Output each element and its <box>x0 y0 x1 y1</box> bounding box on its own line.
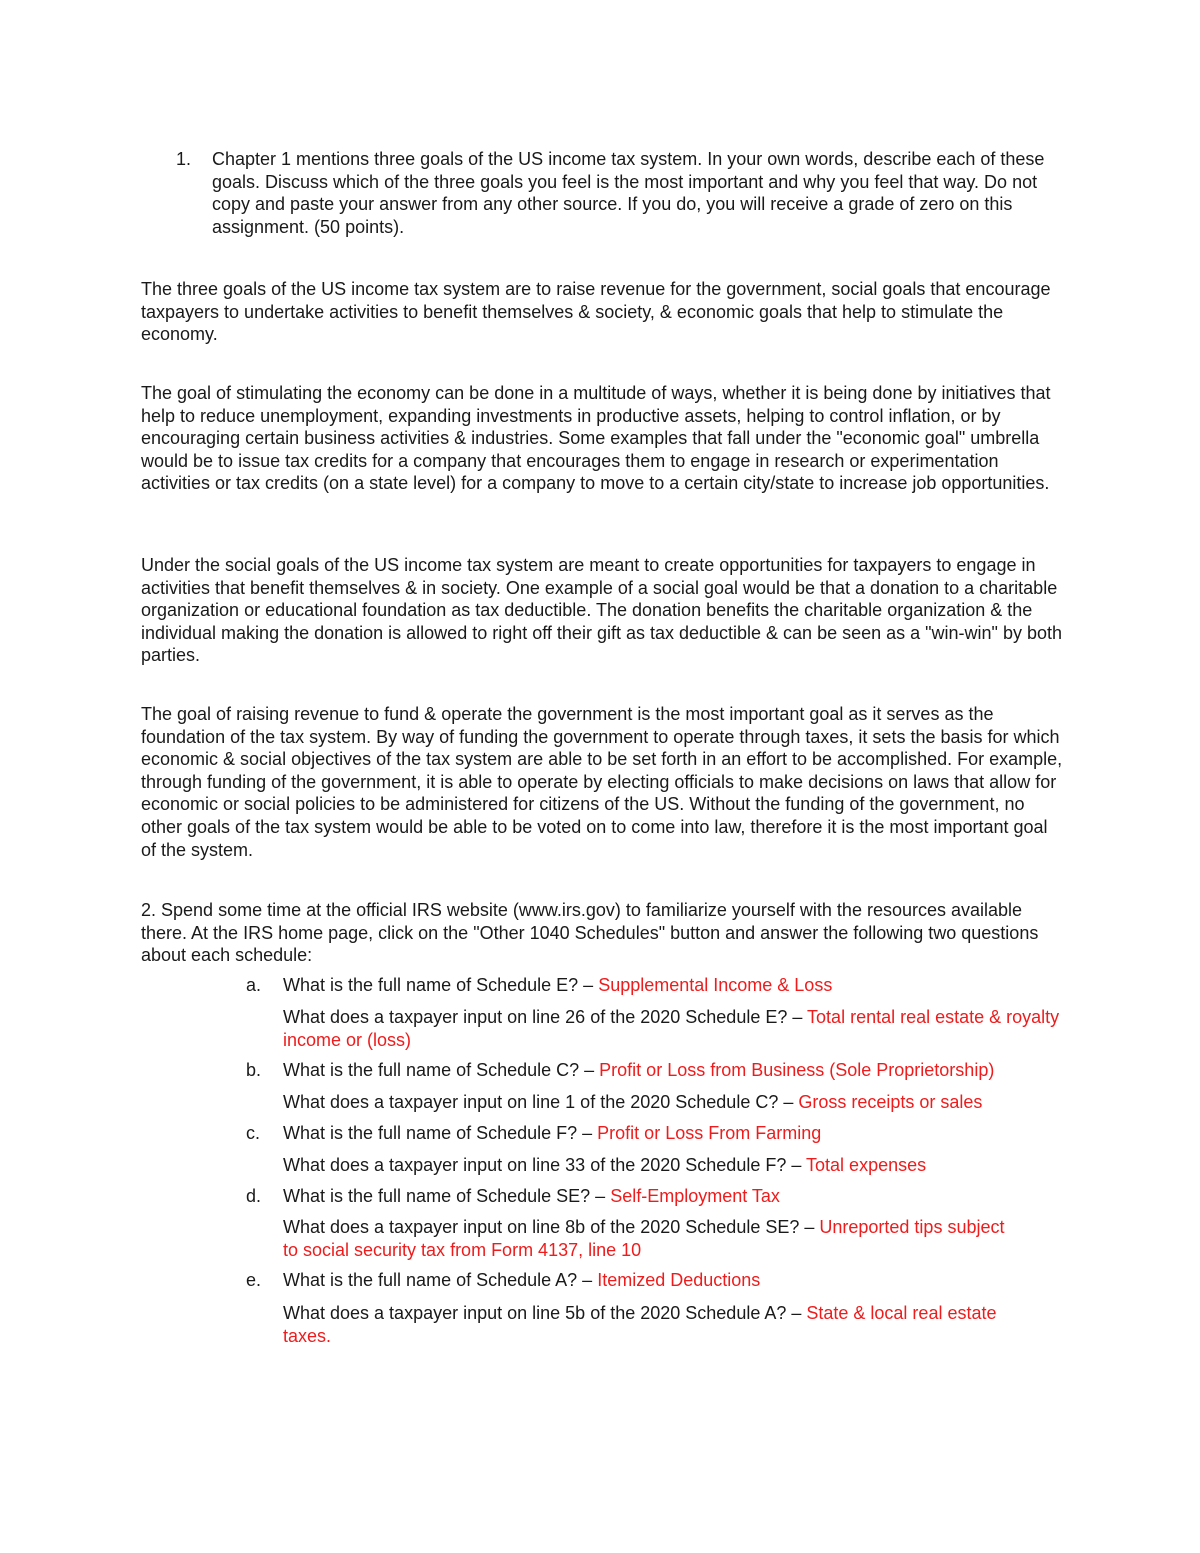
line-input-question: What does a taxpayer input on line 33 of the 2020 Schedule F? – Total expenses <box>283 1155 927 1175</box>
full-name-answer: Supplemental Income & Loss <box>598 975 833 995</box>
line-input-answer: State & local real estate taxes. <box>283 1303 997 1346</box>
answer-paragraph-revenue: The goal of raising revenue to fund & operate the government is the most important goal as it serves as the foundation of the tax system. By way of funding the government to operate through taxes, it sets the basis for which economic & social objectives of the tax system are able to be set forth in an effort to be accomplished. For example, through funding of the government, it is able to operate by electing officials to make decisions on laws that allow for economic or social policies to be administered for citizens of the US. Without the funding of the government, no other goals of the tax system would be able to be voted on to come into law, therefore it is the most important goal of the system. <box>141 704 1063 860</box>
question-2-text: 2. Spend some time at the official IRS website (www.irs.gov) to familiarize yourself with the resources available there. At the IRS home page, click on the "Other 1040 Schedules" button and answer the following two questions about each schedule: <box>141 900 1039 966</box>
full-name-answer: Self-Employment Tax <box>610 1186 780 1206</box>
item-letter: c. <box>246 1123 261 1143</box>
line-input-question: What does a taxpayer input on line 1 of the 2020 Schedule C? – Gross receipts or sales <box>283 1092 983 1112</box>
full-name-question: What is the full name of Schedule A? – Itemized Deductions <box>283 1270 761 1290</box>
line-input-answer: Unreported tips subject to social security tax from Form 4137, line 10 <box>283 1217 1005 1260</box>
line-input-answer: Total expenses <box>806 1155 927 1175</box>
answer-paragraph-goals: The three goals of the US income tax system are to raise revenue for the government, social goals that encourage taxpayers to undertake activities to benefit themselves & society, & economic goals that help to stimulate the economy. <box>141 279 1051 345</box>
item-letter: e. <box>246 1270 262 1290</box>
question-1-text: Chapter 1 mentions three goals of the US income tax system. In your own words, describe each of these goals. Discuss which of the three goals you feel is the most important and why you feel that way. Do not copy and paste your answer from any other source. If you do, you will receive a grade of zero on this assignment. (50 points). <box>212 149 1045 237</box>
full-name-question: What is the full name of Schedule F? – Profit or Loss From Farming <box>283 1123 822 1143</box>
full-name-question: What is the full name of Schedule C? – Profit or Loss from Business (Sole Proprietorship) <box>283 1060 995 1080</box>
line-input-question: What does a taxpayer input on line 26 of the 2020 Schedule E? – Total rental real estate & royalty income or (loss) <box>283 1007 1060 1050</box>
full-name-answer: Profit or Loss from Business (Sole Proprietorship) <box>599 1060 995 1080</box>
item-letter: a. <box>246 975 262 995</box>
item-letter: b. <box>246 1060 262 1080</box>
item-letter: d. <box>246 1186 262 1206</box>
answer-paragraph-economic: The goal of stimulating the economy can be done in a multitude of ways, whether it is being done by initiatives that help to reduce unemployment, expanding investments in productive assets, helping to control inflation, or by encouraging certain business activities & industries. Some examples that fall under the "economic goal" umbrella would be to issue tax credits for a company that encourages them to engage in research or experimentation activities or tax credits (on a state level) for a company to move to a certain city/state to increase job opportunities. <box>141 383 1051 494</box>
line-input-question: What does a taxpayer input on line 8b of the 2020 Schedule SE? – Unreported tips subject to social security tax from Form 4137, line 10 <box>283 1217 1005 1260</box>
full-name-question: What is the full name of Schedule SE? – Self-Employment Tax <box>283 1186 780 1206</box>
line-input-question: What does a taxpayer input on line 5b of the 2020 Schedule A? – State & local real estate taxes. <box>283 1303 997 1346</box>
answer-paragraph-social: Under the social goals of the US income tax system are meant to create opportunities for taxpayers to engage in activities that benefit themselves & in society. One example of a social goal would be that a donation to a charitable organization or educational foundation as tax deductible. The donation benefits the charitable organization & the individual making the donation is allowed to right off their gift as tax deductible & can be seen as a "win-win" by both parties. <box>141 555 1062 666</box>
full-name-question: What is the full name of Schedule E? – Supplemental Income & Loss <box>283 975 833 995</box>
line-input-answer: Total rental real estate & royalty income or (loss) <box>283 1007 1060 1050</box>
line-input-answer: Gross receipts or sales <box>798 1092 983 1112</box>
question-1-number: 1. <box>176 149 192 169</box>
full-name-answer: Itemized Deductions <box>597 1270 761 1290</box>
full-name-answer: Profit or Loss From Farming <box>597 1123 822 1143</box>
